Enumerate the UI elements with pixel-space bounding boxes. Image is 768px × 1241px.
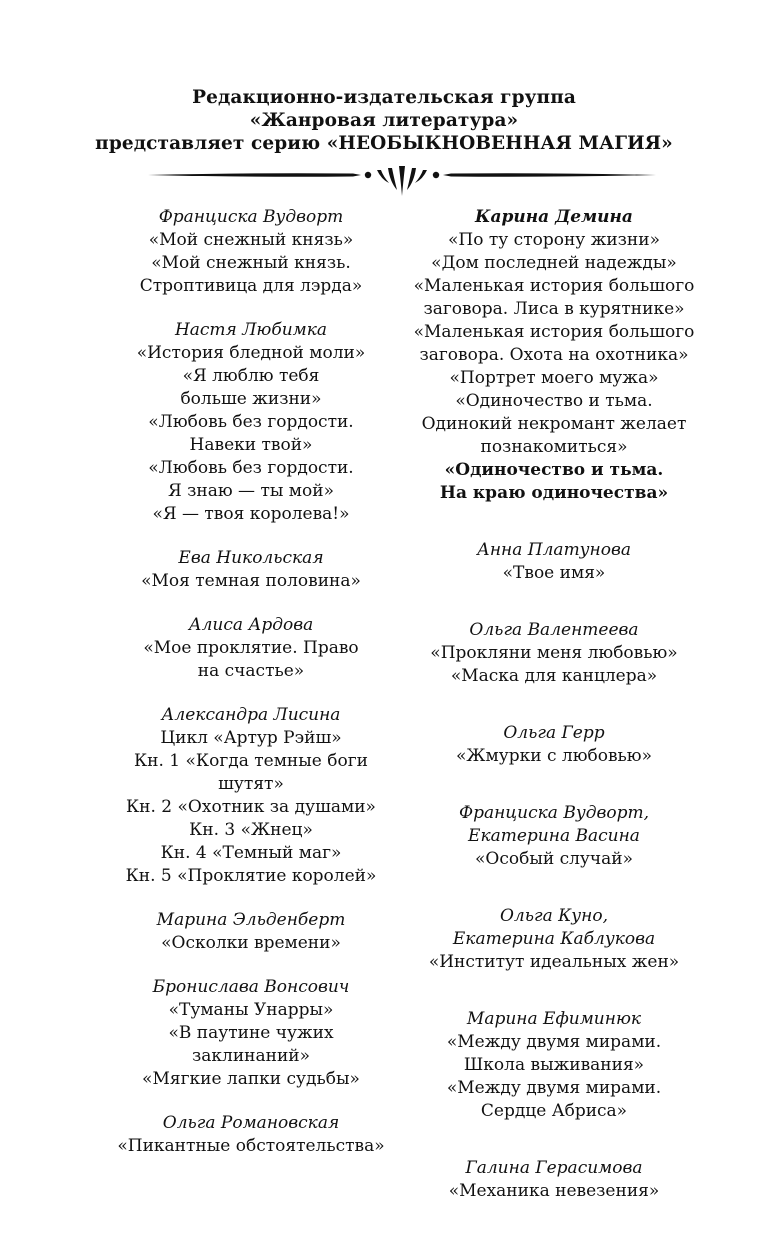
- book-title: «Любовь без гордости.: [148, 458, 354, 478]
- book-title: заговора. Охота на охотника»: [419, 345, 689, 365]
- book-entry: [404, 802, 704, 871]
- decorative-flourish-icon: [148, 160, 656, 200]
- book-title: Строптивица для лэрда»: [139, 276, 363, 296]
- header-publisher: Редакционно-издательская группа: [192, 87, 576, 108]
- book-entry: [101, 319, 401, 526]
- book-title: «Портрет моего мужа»: [449, 368, 659, 388]
- book-title: «Между двумя мирами.: [446, 1032, 662, 1052]
- book-title: «Одиночество и тьма.: [455, 391, 653, 411]
- book-title: «Маленькая история большого: [413, 276, 695, 296]
- book-entry: [404, 1157, 704, 1203]
- book-title: Школа выживания»: [463, 1055, 645, 1075]
- book-entry: [101, 614, 401, 683]
- author-name: Марина Ефиминюк: [466, 1009, 642, 1029]
- book-title: «Я — твоя королева!»: [152, 504, 350, 524]
- book-entry: [101, 206, 401, 298]
- book-title: заклинаний»: [191, 1046, 311, 1066]
- author-name: Карина Демина: [475, 207, 633, 227]
- book-title: «В паутине чужих: [168, 1023, 334, 1043]
- book-title: «Осколки времени»: [161, 933, 341, 953]
- author-name: Франциска Вудворт: [158, 207, 344, 227]
- book-title: «Дом последней надежды»: [431, 253, 677, 273]
- author-name: Ольга Куно,: [499, 906, 608, 926]
- book-title: на счастье»: [197, 661, 305, 681]
- author-name: Ольга Валентеева: [469, 620, 639, 640]
- header-series: представляет серию «НЕОБЫКНОВЕННАЯ МАГИЯ»: [95, 133, 673, 154]
- co-author-name: Екатерина Каблукова: [452, 929, 656, 949]
- author-name: Алиса Ардова: [188, 615, 314, 635]
- book-entry: [101, 547, 401, 593]
- book-entry: [404, 206, 704, 505]
- co-author-name: Екатерина Васина: [468, 826, 640, 846]
- author-name: Ольга Герр: [503, 723, 605, 743]
- book-title: Сердце Абриса»: [480, 1101, 628, 1121]
- author-name: Галина Герасимова: [465, 1158, 643, 1178]
- book-title: Кн. 5 «Проклятие королей»: [125, 866, 377, 886]
- book-title: больше жизни»: [180, 389, 322, 409]
- author-name: Настя Любимка: [174, 320, 328, 340]
- book-title: «Я люблю тебя: [182, 366, 320, 386]
- book-title: «Особый случай»: [474, 849, 634, 869]
- book-title: «Институт идеальных жен»: [428, 952, 680, 972]
- author-name: Анна Платунова: [476, 540, 632, 560]
- book-title: «Пикантные обстоятельства»: [117, 1136, 385, 1156]
- book-entry: [404, 905, 704, 974]
- book-title: «Моя темная половина»: [141, 571, 361, 591]
- right-column: [404, 206, 704, 1237]
- header-imprint: «Жанровая литература»: [249, 110, 519, 131]
- book-title: «Мой снежный князь.: [151, 253, 351, 273]
- book-title: «Туманы Унарры»: [168, 1000, 334, 1020]
- author-name: Марина Эльденберт: [156, 910, 346, 930]
- book-title: «История бледной моли»: [136, 343, 366, 363]
- author-name: Бронислава Вонсович: [152, 977, 350, 997]
- author-name: Александра Лисина: [161, 705, 341, 725]
- book-title: Кн. 3 «Жнец»: [189, 820, 313, 840]
- book-entry: [101, 976, 401, 1091]
- book-title: Я знаю — ты мой»: [167, 481, 334, 501]
- book-title: Кн. 1 «Когда темные боги: [134, 751, 368, 771]
- book-title: Одинокий некромант желает: [421, 414, 687, 434]
- book-title: «Маска для канцлера»: [450, 666, 658, 686]
- book-title: «Между двумя мирами.: [446, 1078, 662, 1098]
- book-title: шутят»: [218, 774, 284, 794]
- book-entry: [404, 1008, 704, 1123]
- book-title: «Любовь без гордости.: [148, 412, 354, 432]
- book-title: Навеки твой»: [189, 435, 313, 455]
- book-title: познакомиться»: [480, 437, 628, 457]
- book-title: «Мой снежный князь»: [148, 230, 354, 250]
- book-title: «Мягкие лапки судьбы»: [142, 1069, 360, 1089]
- series-header: [0, 86, 768, 155]
- book-entry: [404, 722, 704, 768]
- left-column: [101, 206, 401, 1179]
- book-entry: [404, 619, 704, 688]
- book-entry: [101, 909, 401, 955]
- book-title: «Твое имя»: [502, 563, 606, 583]
- book-entry: [404, 539, 704, 585]
- book-title: «Прокляни меня любовью»: [430, 643, 678, 663]
- book-title: заговора. Лиса в курятнике»: [423, 299, 685, 319]
- book-entry: [101, 704, 401, 888]
- book-title: «Мое проклятие. Право: [143, 638, 359, 658]
- book-title: «Механика невезения»: [448, 1181, 660, 1201]
- book-title: «Жмурки с любовью»: [456, 746, 652, 766]
- book-title-new: На краю одиночества»: [439, 483, 669, 503]
- book-title: Кн. 2 «Охотник за душами»: [126, 797, 376, 817]
- book-title: Цикл «Артур Рэйш»: [160, 728, 342, 748]
- book-title-new: «Одиночество и тьма.: [444, 460, 664, 480]
- book-title: Кн. 4 «Темный маг»: [160, 843, 342, 863]
- book-title: «По ту сторону жизни»: [448, 230, 660, 250]
- book-title: «Маленькая история большого: [413, 322, 695, 342]
- author-name: Ольга Романовская: [162, 1113, 340, 1133]
- author-name: Ева Никольская: [178, 548, 324, 568]
- author-name: Франциска Вудворт,: [458, 803, 649, 823]
- book-entry: [101, 1112, 401, 1158]
